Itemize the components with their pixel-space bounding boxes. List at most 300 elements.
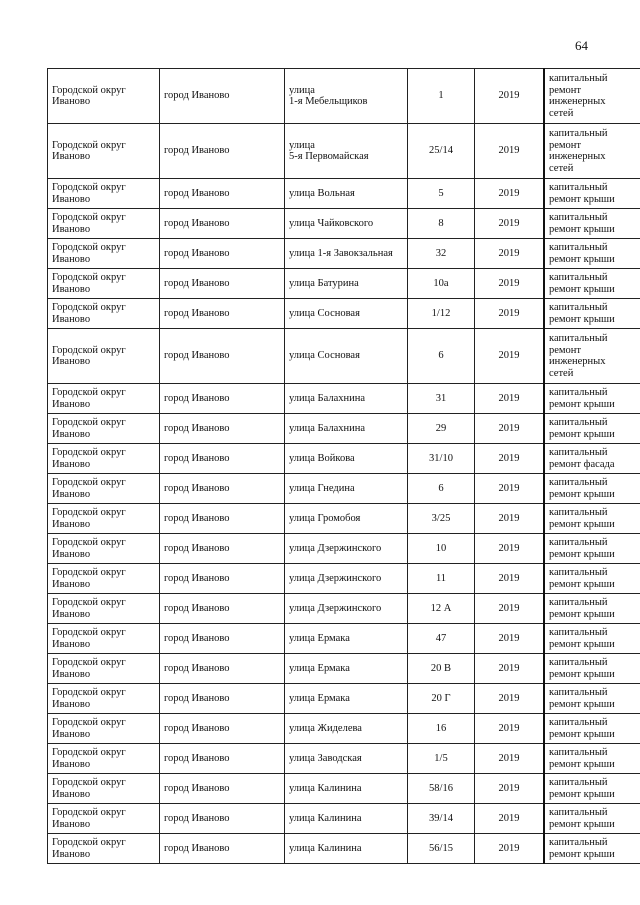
okrug-cell-text: Городской округ Иваново (52, 139, 126, 162)
year-cell (475, 299, 545, 329)
year-cell-text: 2019 (498, 542, 520, 554)
year-cell-text: 2019 (498, 602, 520, 614)
street-cell-text: улица Батурина (289, 277, 359, 289)
okrug-cell (48, 684, 160, 714)
street-cell-text: улица Гнедина (289, 482, 355, 494)
work-type-cell (544, 714, 640, 744)
work-type-cell-text: капитальный ремонт крыши (549, 807, 615, 830)
work-type-cell-text: капитальный ремонт крыши (549, 687, 615, 710)
city-cell (160, 624, 285, 654)
year-cell (475, 624, 545, 654)
work-type-cell (544, 299, 640, 329)
work-type-cell-text: капитальный ремонт крыши (549, 747, 615, 770)
year-cell (475, 594, 545, 624)
work-type-cell-text: капитальный ремонт инженерных сетей (549, 128, 608, 174)
work-type-cell (544, 384, 640, 414)
street-cell (285, 564, 408, 594)
city-cell (160, 654, 285, 684)
work-type-cell (544, 834, 640, 864)
year-cell (475, 179, 545, 209)
year-cell (475, 124, 545, 179)
table-row (48, 444, 640, 474)
house-number-cell (408, 564, 475, 594)
street-cell (285, 504, 408, 534)
house-number-cell-text: 8 (438, 217, 444, 229)
year-cell-text: 2019 (498, 632, 520, 644)
house-number-cell-text: 6 (438, 350, 444, 362)
table-row (48, 804, 640, 834)
page-number: 64 (575, 38, 588, 53)
okrug-cell-text: Городской округ Иваново (52, 344, 126, 367)
street-cell-text: улица 5-я Первомайская (289, 139, 369, 162)
okrug-cell (48, 384, 160, 414)
year-cell-text: 2019 (498, 247, 520, 259)
work-type-cell-text: капитальный ремонт крыши (549, 302, 615, 325)
work-type-cell (544, 774, 640, 804)
house-number-cell (408, 534, 475, 564)
okrug-cell (48, 834, 160, 864)
okrug-cell-text: Городской округ Иваново (52, 657, 126, 680)
okrug-cell-text: Городской округ Иваново (52, 747, 126, 770)
work-type-cell-text: капитальный ремонт крыши (549, 657, 615, 680)
house-number-cell-text: 1/12 (431, 307, 451, 319)
work-type-cell (544, 594, 640, 624)
year-cell-text: 2019 (498, 572, 520, 584)
okrug-cell (48, 329, 160, 384)
street-cell (285, 69, 408, 124)
street-cell (285, 209, 408, 239)
year-cell (475, 534, 545, 564)
house-number-cell-text: 29 (435, 422, 447, 434)
table-row (48, 774, 640, 804)
city-cell-text: город Иваново (164, 452, 230, 464)
street-cell-text: улица Калинина (289, 842, 362, 854)
house-number-cell (408, 269, 475, 299)
city-cell-text: город Иваново (164, 692, 230, 704)
table-row (48, 124, 640, 179)
city-cell (160, 474, 285, 504)
okrug-cell-text: Городской округ Иваново (52, 387, 126, 410)
okrug-cell-text: Городской округ Иваново (52, 302, 126, 325)
work-type-cell-text: капитальный ремонт крыши (549, 182, 615, 205)
okrug-cell-text: Городской округ Иваново (52, 477, 126, 500)
year-cell-text: 2019 (498, 392, 520, 404)
street-cell-text: улица Заводская (289, 752, 362, 764)
table-row (48, 624, 640, 654)
city-cell (160, 239, 285, 269)
work-type-cell (544, 124, 640, 179)
house-number-cell-text: 31 (435, 392, 447, 404)
house-number-cell (408, 69, 475, 124)
table-row (48, 209, 640, 239)
street-cell-text: улица Дзержинского (289, 602, 382, 614)
house-number-cell (408, 834, 475, 864)
house-number-cell (408, 504, 475, 534)
okrug-cell (48, 239, 160, 269)
work-type-cell-text: капитальный ремонт крыши (549, 477, 615, 500)
year-cell-text: 2019 (498, 662, 520, 674)
year-cell-text: 2019 (498, 722, 520, 734)
year-cell-text: 2019 (498, 452, 520, 464)
okrug-cell (48, 594, 160, 624)
year-cell-text: 2019 (498, 842, 520, 854)
okrug-cell (48, 654, 160, 684)
year-cell-text: 2019 (498, 482, 520, 494)
okrug-cell-text: Городской округ Иваново (52, 597, 126, 620)
okrug-cell-text: Городской округ Иваново (52, 272, 126, 295)
city-cell (160, 504, 285, 534)
work-type-cell (544, 269, 640, 299)
house-number-cell (408, 179, 475, 209)
okrug-cell-text: Городской округ Иваново (52, 182, 126, 205)
table-row (48, 239, 640, 269)
house-number-cell (408, 124, 475, 179)
year-cell (475, 774, 545, 804)
city-cell (160, 564, 285, 594)
year-cell (475, 384, 545, 414)
work-type-cell (544, 444, 640, 474)
work-type-cell (544, 474, 640, 504)
year-cell (475, 269, 545, 299)
house-number-cell-text: 56/15 (429, 842, 453, 854)
street-cell-text: улица Калинина (289, 812, 362, 824)
street-cell (285, 474, 408, 504)
city-cell-text: город Иваново (164, 482, 230, 494)
okrug-cell (48, 534, 160, 564)
house-number-cell (408, 714, 475, 744)
okrug-cell-text: Городской округ Иваново (52, 687, 126, 710)
year-cell-text: 2019 (498, 752, 520, 764)
okrug-cell-text: Городской округ Иваново (52, 447, 126, 470)
house-number-cell-text: 1 (438, 90, 444, 102)
street-cell-text: улица Балахнина (289, 392, 366, 404)
okrug-cell-text: Городской округ Иваново (52, 627, 126, 650)
okrug-cell-text: Городской округ Иваново (52, 212, 126, 235)
okrug-cell (48, 444, 160, 474)
house-number-cell (408, 414, 475, 444)
work-type-cell (544, 654, 640, 684)
house-number-cell (408, 594, 475, 624)
table-row (48, 744, 640, 774)
table-body (48, 69, 640, 864)
street-cell (285, 124, 408, 179)
work-type-cell-text: капитальный ремонт крыши (549, 417, 615, 440)
year-cell (475, 564, 545, 594)
street-cell (285, 624, 408, 654)
street-cell (285, 384, 408, 414)
year-cell (475, 714, 545, 744)
street-cell (285, 179, 408, 209)
city-cell-text: город Иваново (164, 632, 230, 644)
table-row (48, 299, 640, 329)
street-cell-text: улица Громобоя (289, 512, 361, 524)
house-number-cell-text: 5 (438, 187, 444, 199)
year-cell-text: 2019 (498, 217, 520, 229)
city-cell-text: город Иваново (164, 662, 230, 674)
street-cell-text: улица Дзержинского (289, 542, 382, 554)
okrug-cell-text: Городской округ Иваново (52, 507, 126, 530)
year-cell-text: 2019 (498, 145, 520, 157)
year-cell-text: 2019 (498, 187, 520, 199)
city-cell (160, 179, 285, 209)
street-cell (285, 594, 408, 624)
city-cell-text: город Иваново (164, 307, 230, 319)
house-number-cell-text: 32 (435, 247, 447, 259)
city-cell (160, 69, 285, 124)
street-cell (285, 329, 408, 384)
okrug-cell (48, 124, 160, 179)
year-cell (475, 444, 545, 474)
okrug-cell (48, 564, 160, 594)
city-cell (160, 774, 285, 804)
house-number-cell-text: 39/14 (429, 812, 453, 824)
city-cell (160, 269, 285, 299)
year-cell-text: 2019 (498, 512, 520, 524)
work-type-cell (544, 239, 640, 269)
city-cell-text: город Иваново (164, 602, 230, 614)
city-cell (160, 414, 285, 444)
street-cell (285, 269, 408, 299)
work-type-cell-text: капитальный ремонт крыши (549, 272, 615, 295)
street-cell-text: улица Войкова (289, 452, 355, 464)
okrug-cell-text: Городской округ Иваново (52, 717, 126, 740)
street-cell (285, 654, 408, 684)
city-cell-text: город Иваново (164, 247, 230, 259)
year-cell-text: 2019 (498, 307, 520, 319)
table-row (48, 504, 640, 534)
house-number-cell-text: 47 (435, 632, 447, 644)
city-cell (160, 834, 285, 864)
street-cell-text: улица Ермака (289, 692, 350, 704)
city-cell-text: город Иваново (164, 542, 230, 554)
table-row (48, 654, 640, 684)
work-type-cell-text: капитальный ремонт инженерных сетей (549, 333, 608, 379)
year-cell-text: 2019 (498, 277, 520, 289)
work-type-cell (544, 804, 640, 834)
year-cell (475, 69, 545, 124)
city-cell (160, 804, 285, 834)
city-cell-text: город Иваново (164, 782, 230, 794)
okrug-cell (48, 209, 160, 239)
house-number-cell (408, 744, 475, 774)
city-cell (160, 124, 285, 179)
work-type-cell-text: капитальный ремонт крыши (549, 212, 615, 235)
house-number-cell-text: 1/5 (434, 752, 448, 764)
house-number-cell-text: 20 В (430, 662, 452, 674)
table-row (48, 384, 640, 414)
house-number-cell-text: 25/14 (429, 145, 453, 157)
city-cell-text: город Иваново (164, 145, 230, 157)
work-type-cell-text: капитальный ремонт крыши (549, 717, 615, 740)
city-cell-text: город Иваново (164, 422, 230, 434)
okrug-cell (48, 744, 160, 774)
city-cell (160, 299, 285, 329)
house-number-cell-text: 3/25 (431, 512, 451, 524)
street-cell (285, 804, 408, 834)
okrug-cell (48, 269, 160, 299)
street-cell (285, 834, 408, 864)
okrug-cell (48, 804, 160, 834)
city-cell (160, 384, 285, 414)
street-cell-text: улица 1-я Завокзальная (289, 247, 393, 259)
city-cell-text: город Иваново (164, 90, 230, 102)
street-cell-text: улица Сосновая (289, 350, 360, 362)
city-cell-text: город Иваново (164, 277, 230, 289)
work-type-cell-text: капитальный ремонт крыши (549, 777, 615, 800)
work-type-cell-text: капитальный ремонт крыши (549, 242, 615, 265)
table-row (48, 594, 640, 624)
street-cell-text: улица Жиделева (289, 722, 362, 734)
year-cell (475, 684, 545, 714)
okrug-cell (48, 69, 160, 124)
work-type-cell (544, 684, 640, 714)
city-cell-text: город Иваново (164, 217, 230, 229)
year-cell-text: 2019 (498, 350, 520, 362)
house-number-cell (408, 299, 475, 329)
street-cell-text: улица Дзержинского (289, 572, 382, 584)
street-cell-text: улица Ермака (289, 662, 350, 674)
okrug-cell-text: Городской округ Иваново (52, 807, 126, 830)
street-cell (285, 684, 408, 714)
work-type-cell-text: капитальный ремонт крыши (549, 537, 615, 560)
house-number-cell (408, 624, 475, 654)
city-cell (160, 714, 285, 744)
house-number-cell-text: 31/10 (429, 452, 453, 464)
city-cell-text: город Иваново (164, 572, 230, 584)
work-type-cell (544, 534, 640, 564)
city-cell (160, 329, 285, 384)
okrug-cell (48, 414, 160, 444)
table-row (48, 414, 640, 444)
street-cell (285, 299, 408, 329)
year-cell-text: 2019 (498, 812, 520, 824)
house-number-cell (408, 209, 475, 239)
year-cell (475, 329, 545, 384)
house-number-cell-text: 6 (438, 482, 444, 494)
work-type-cell-text: капитальный ремонт крыши (549, 837, 615, 860)
street-cell-text: улица Сосновая (289, 307, 360, 319)
street-cell (285, 744, 408, 774)
year-cell (475, 474, 545, 504)
work-type-cell (544, 179, 640, 209)
street-cell (285, 774, 408, 804)
city-cell (160, 209, 285, 239)
okrug-cell-text: Городской округ Иваново (52, 84, 126, 107)
okrug-cell (48, 474, 160, 504)
street-cell-text: улица Ермака (289, 632, 350, 644)
work-type-cell-text: капитальный ремонт крыши (549, 627, 615, 650)
year-cell (475, 209, 545, 239)
city-cell-text: город Иваново (164, 392, 230, 404)
year-cell-text: 2019 (498, 782, 520, 794)
work-type-cell (544, 69, 640, 124)
house-number-cell (408, 329, 475, 384)
street-cell-text: улица Балахнина (289, 422, 366, 434)
street-cell-text: улица Вольная (289, 187, 355, 199)
table-row (48, 714, 640, 744)
house-number-cell (408, 474, 475, 504)
house-number-cell-text: 20 Г (431, 692, 451, 704)
table-row (48, 684, 640, 714)
okrug-cell-text: Городской округ Иваново (52, 777, 126, 800)
okrug-cell-text: Городской округ Иваново (52, 537, 126, 560)
city-cell-text: город Иваново (164, 812, 230, 824)
okrug-cell (48, 299, 160, 329)
table-row (48, 564, 640, 594)
street-cell (285, 414, 408, 444)
work-type-cell (544, 209, 640, 239)
work-type-cell (544, 504, 640, 534)
street-cell (285, 444, 408, 474)
okrug-cell (48, 504, 160, 534)
year-cell (475, 654, 545, 684)
year-cell-text: 2019 (498, 422, 520, 434)
house-number-cell-text: 58/16 (429, 782, 453, 794)
street-cell (285, 239, 408, 269)
house-number-cell (408, 384, 475, 414)
city-cell-text: город Иваново (164, 350, 230, 362)
house-number-cell (408, 804, 475, 834)
year-cell-text: 2019 (498, 692, 520, 704)
work-type-cell-text: капитальный ремонт крыши (549, 597, 615, 620)
okrug-cell-text: Городской округ Иваново (52, 242, 126, 265)
city-cell-text: город Иваново (164, 722, 230, 734)
work-type-cell (544, 624, 640, 654)
street-cell (285, 534, 408, 564)
house-number-cell (408, 684, 475, 714)
street-cell-text: улица 1-я Мебельщиков (289, 84, 368, 107)
street-cell-text: улица Калинина (289, 782, 362, 794)
city-cell (160, 684, 285, 714)
okrug-cell-text: Городской округ Иваново (52, 567, 126, 590)
year-cell (475, 239, 545, 269)
city-cell-text: город Иваново (164, 512, 230, 524)
house-number-cell-text: 16 (435, 722, 447, 734)
okrug-cell-text: Городской округ Иваново (52, 837, 126, 860)
work-type-cell (544, 329, 640, 384)
house-number-cell-text: 10а (433, 277, 449, 289)
year-cell (475, 504, 545, 534)
house-number-cell (408, 654, 475, 684)
city-cell (160, 534, 285, 564)
year-cell (475, 834, 545, 864)
table-row (48, 329, 640, 384)
okrug-cell (48, 624, 160, 654)
city-cell-text: город Иваново (164, 752, 230, 764)
table-row (48, 834, 640, 864)
okrug-cell (48, 774, 160, 804)
table-row (48, 474, 640, 504)
okrug-cell-text: Городской округ Иваново (52, 417, 126, 440)
work-type-cell-text: капитальный ремонт фасада (549, 447, 615, 470)
table-row (48, 269, 640, 299)
year-cell-text: 2019 (498, 90, 520, 102)
house-number-cell (408, 444, 475, 474)
work-type-cell-text: капитальный ремонт крыши (549, 387, 615, 410)
street-cell-text: улица Чайковского (289, 217, 374, 229)
street-cell (285, 714, 408, 744)
okrug-cell (48, 714, 160, 744)
city-cell (160, 594, 285, 624)
table-row (48, 534, 640, 564)
table-row (48, 69, 640, 124)
house-number-cell-text: 12 А (430, 602, 452, 614)
work-type-cell (544, 564, 640, 594)
work-type-cell (544, 414, 640, 444)
year-cell (475, 414, 545, 444)
work-type-cell-text: капитальный ремонт крыши (549, 567, 615, 590)
city-cell (160, 744, 285, 774)
